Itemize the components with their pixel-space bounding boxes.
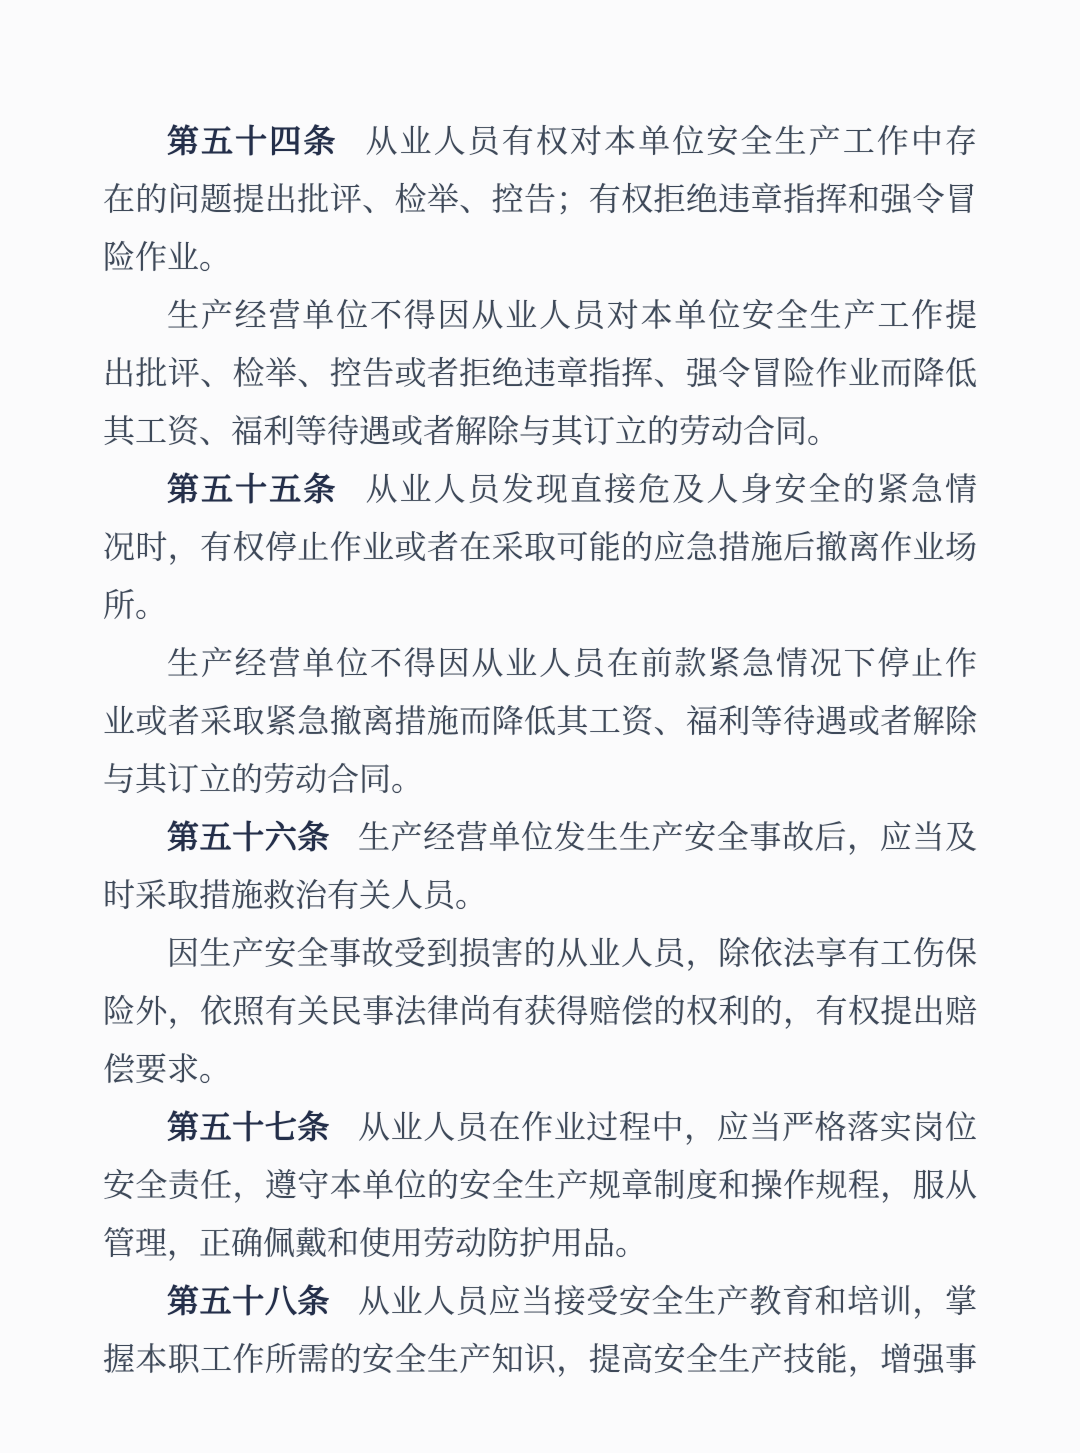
text-line <box>103 692 977 750</box>
line-text: 握本职工作所需的安全生产知识，提高安全生产技能，增强事 <box>103 1341 977 1377</box>
document-page <box>103 112 977 1388</box>
line-text: 生产经营单位不得因从业人员在前款紧急情况下停止作 <box>167 645 977 681</box>
article-number: 第五十八条 <box>167 1283 331 1319</box>
line-text: 所。 <box>103 587 168 623</box>
line-text: 险外，依照有关民事法律尚有获得赔偿的权利的，有权提出赔 <box>103 993 977 1029</box>
text-line <box>103 460 977 518</box>
text-line <box>103 1040 977 1098</box>
article-number: 第五十六条 <box>167 819 331 855</box>
text-line <box>103 982 977 1040</box>
line-text: 安全责任，遵守本单位的安全生产规章制度和操作规程，服从 <box>103 1167 977 1203</box>
line-text: 业或者采取紧急撤离措施而降低其工资、福利等待遇或者解除 <box>103 703 977 739</box>
text-line <box>103 634 977 692</box>
text-line <box>103 402 977 460</box>
text-line <box>103 1214 977 1272</box>
article-number: 第五十七条 <box>167 1109 331 1145</box>
text-line <box>103 1098 977 1156</box>
line-text: 从业人员发现直接危及人身安全的紧急情 <box>365 471 977 507</box>
line-text: 况时，有权停止作业或者在采取可能的应急措施后撤离作业场 <box>103 529 977 565</box>
line-text: 从业人员在作业过程中，应当严格落实岗位 <box>358 1109 977 1145</box>
text-line <box>103 228 977 286</box>
text-line <box>103 286 977 344</box>
line-text: 险作业。 <box>103 239 232 275</box>
line-text: 因生产安全事故受到损害的从业人员，除依法享有工伤保 <box>167 935 977 971</box>
line-text: 出批评、检举、控告或者拒绝违章指挥、强令冒险作业而降低 <box>103 355 977 391</box>
line-text: 从业人员应当接受安全生产教育和培训，掌 <box>358 1283 977 1319</box>
text-line <box>103 866 977 924</box>
text-line <box>103 750 977 808</box>
line-text: 生产经营单位不得因从业人员对本单位安全生产工作提 <box>167 297 977 333</box>
text-line <box>103 1156 977 1214</box>
text-line <box>103 170 977 228</box>
article-number: 第五十四条 <box>167 123 338 159</box>
text-line <box>103 112 977 170</box>
line-text: 管理，正确佩戴和使用劳动防护用品。 <box>103 1225 648 1261</box>
text-line <box>103 518 977 576</box>
text-line <box>103 1330 977 1388</box>
text-line <box>103 924 977 982</box>
text-line <box>103 344 977 402</box>
text-line <box>103 808 977 866</box>
line-text: 从业人员有权对本单位安全生产工作中存 <box>365 123 977 159</box>
line-text: 其工资、福利等待遇或者解除与其订立的劳动合同。 <box>103 413 840 449</box>
line-text: 生产经营单位发生生产安全事故后，应当及 <box>358 819 977 855</box>
text-line <box>103 1272 977 1330</box>
line-text: 在的问题提出批评、检举、控告；有权拒绝违章指挥和强令冒 <box>103 181 977 217</box>
line-text: 时采取措施救治有关人员。 <box>103 877 488 913</box>
line-text: 与其订立的劳动合同。 <box>103 761 424 797</box>
line-text: 偿要求。 <box>103 1051 232 1087</box>
article-number: 第五十五条 <box>167 471 338 507</box>
text-line <box>103 576 977 634</box>
